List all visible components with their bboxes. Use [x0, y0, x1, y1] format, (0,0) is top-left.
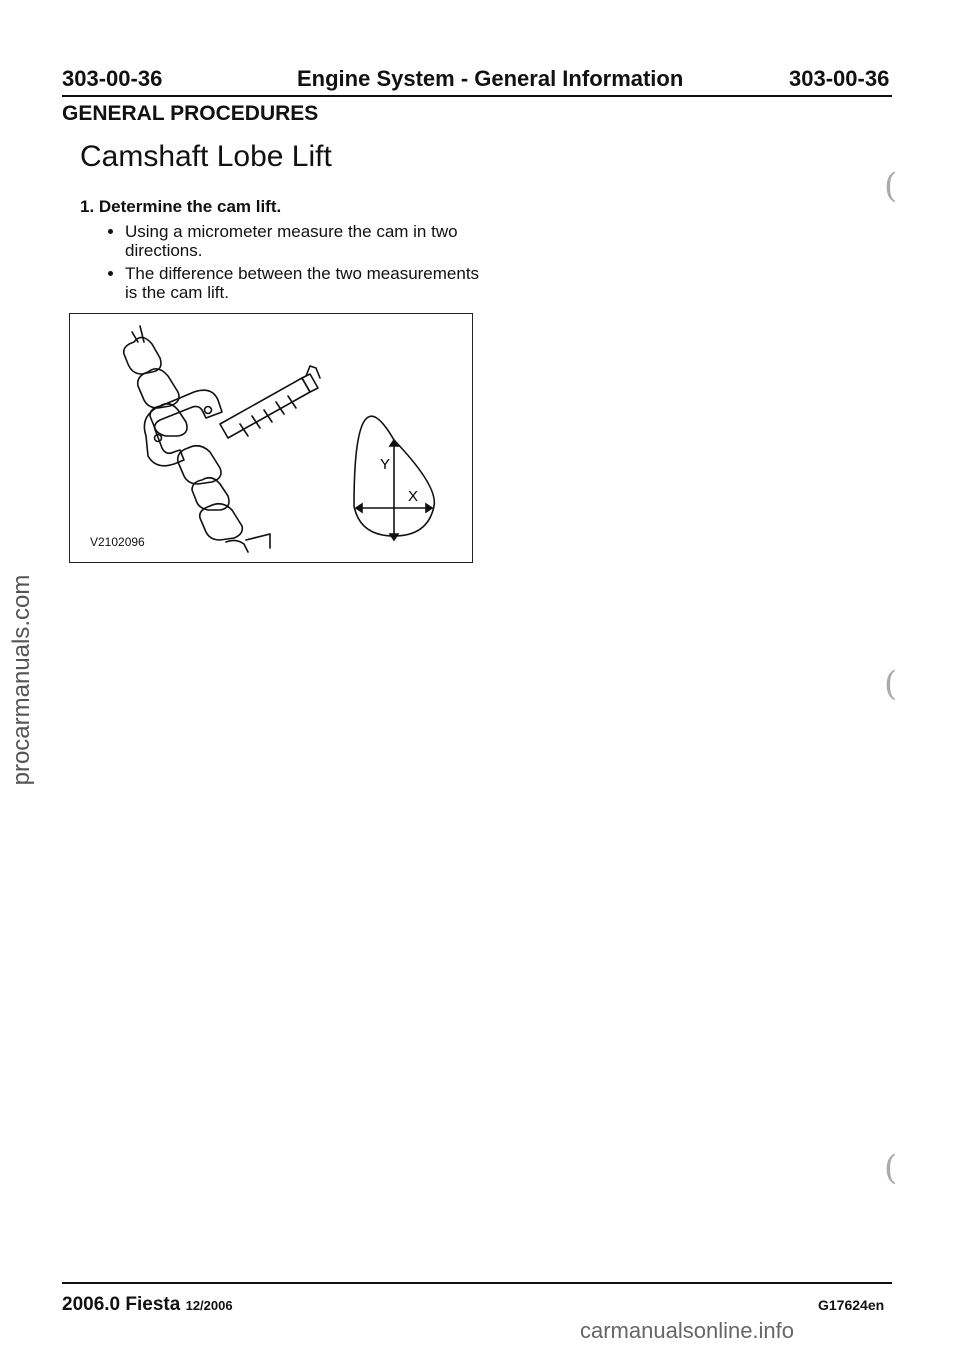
footer-model: 2006.0 Fiesta — [62, 1294, 181, 1315]
figure-illustration — [70, 314, 474, 564]
step-bullet-list — [97, 222, 495, 306]
list-item: • The difference between the two measurements is the cam lift. — [125, 264, 495, 302]
header-title: Engine System - General Information — [297, 66, 684, 91]
footer-rule — [62, 1282, 892, 1284]
figure-camshaft-micrometer — [69, 313, 473, 563]
figure-code: V2102096 — [90, 535, 145, 549]
micrometer-frame — [144, 390, 222, 466]
section-title: GENERAL PROCEDURES — [62, 102, 319, 125]
scan-artifact-paren: ( — [884, 1148, 898, 1188]
header-left-code: 303-00-36 — [62, 66, 163, 91]
footer-date: 12/2006 — [185, 1298, 233, 1313]
figure-label-y: Y — [380, 456, 391, 473]
footer-doc-id: G17624en — [818, 1297, 885, 1313]
watermark-left: procarmanuals.com — [8, 574, 35, 786]
scan-artifact-paren: ( — [884, 664, 898, 704]
step-label: 1. Determine the cam lift. — [80, 197, 282, 216]
footer-model-date — [62, 1294, 233, 1316]
scan-artifact-paren: ( — [884, 166, 898, 206]
list-item: • Using a micrometer measure the cam in two directions. — [125, 222, 495, 260]
watermark-bottom: carmanualsonline.info — [580, 1318, 795, 1343]
header-right-code: 303-00-36 — [789, 66, 890, 91]
figure-label-x: X — [408, 488, 419, 505]
header-rule — [62, 95, 892, 97]
cam-lobe-shape — [138, 369, 179, 408]
page-title: Camshaft Lobe Lift — [80, 140, 332, 173]
cam-lobe-shape — [226, 534, 270, 552]
